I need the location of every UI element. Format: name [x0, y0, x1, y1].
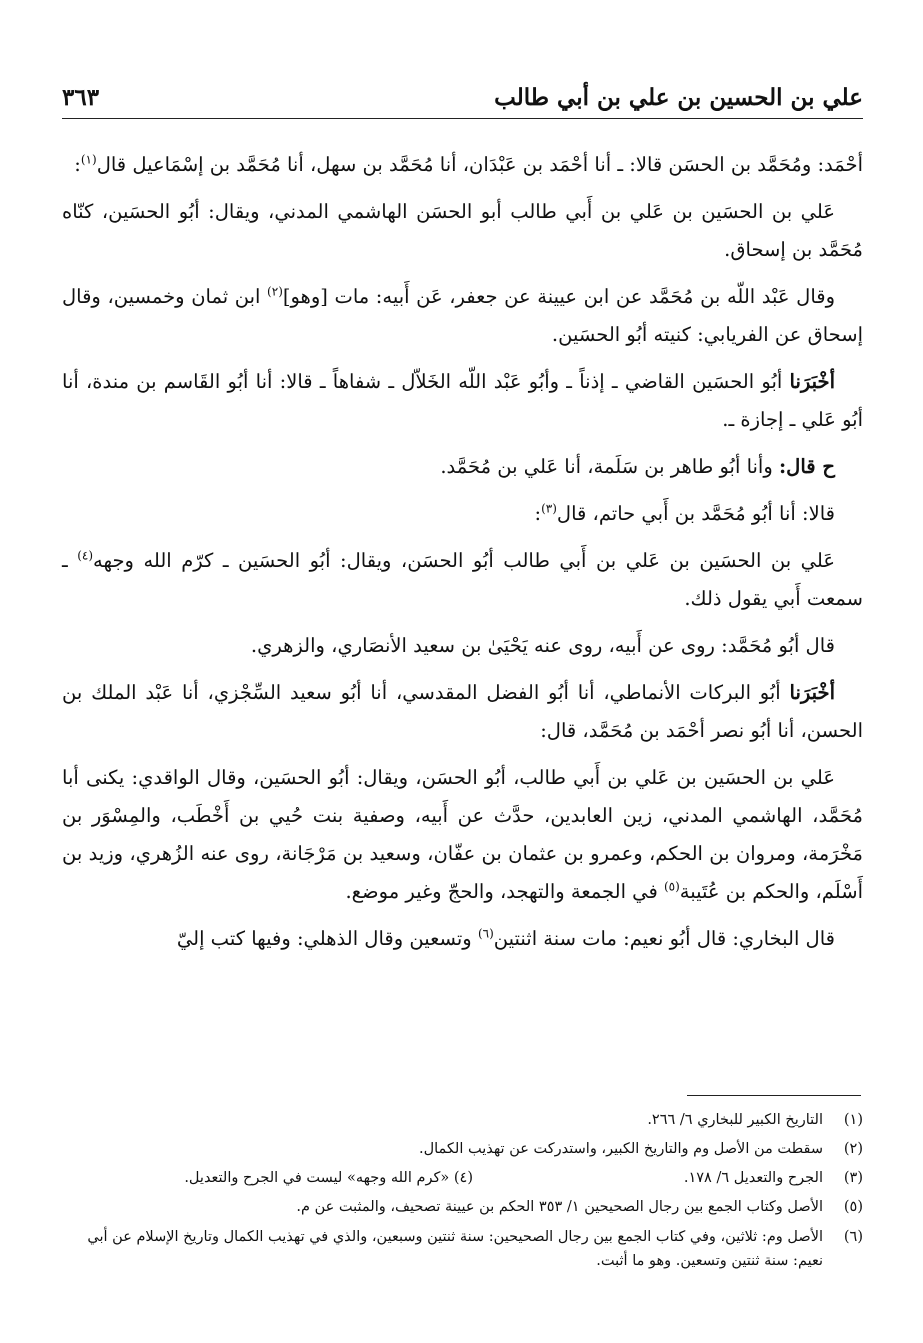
isnad-keyword: ح قال: — [778, 455, 835, 478]
footnote — [62, 1225, 863, 1273]
paragraph-text: ابن ثمان وخمسين، وقال إسحاق عن الفريابي: كنيته أبُو الحسَين. — [62, 285, 863, 346]
footnote-row — [62, 1164, 863, 1193]
paragraph-text: وتسعين وقال الذهلي: وفيها كتب إليّ — [176, 927, 478, 950]
footnote-text: الأصل وم: ثلاثين، وفي كتاب الجمع بين رجال الصحيحين: سنة ثنتين وسبعين، والذي في تهذيب الكمال وتاريخ الإسلام عن أبي نعيم: سنة ثنتين وتسعين. وهو ما أثبت. — [87, 1229, 823, 1269]
footnote-number: (٣) — [843, 1170, 863, 1186]
paragraph-text: قال البخاري: قال أبُو نعيم: مات سنة اثنتين — [493, 927, 835, 950]
paragraph-text: ـ سمعت أَبي يقول ذلك. — [62, 549, 863, 610]
footnote-ref: (٢) — [267, 284, 283, 299]
paragraph — [62, 674, 863, 750]
paragraph-text: عَلي بن الحسَين بن عَلي بن أَبي طالب أبُو الحسَن، ويقال: أبُو الحسَين ـ كرّم الله وجهه — [93, 549, 835, 572]
isnad-keyword: أخْبَرَنا — [789, 681, 835, 704]
footnote-ref: (١) — [80, 152, 97, 167]
footnote — [62, 1135, 863, 1164]
paragraph-text: أحْمَد: ومُحَمَّد بن الحسَن قالا: ـ أنا أحْمَد بن عَبْدَان، أنا مُحَمَّد بن سهل، أنا مُحَمَّد بن إسْمَاعيل قال — [96, 153, 863, 176]
paragraph — [62, 542, 863, 618]
paragraph-text: : — [74, 153, 81, 176]
paragraph-text: عَلي بن الحسَين بن عَلي بن أَبي طالب أبو الحسَن الهاشمي المدني، ويقال: أبُو الحسَين، كنّاه مُحَمَّد بن إسحاق. — [62, 200, 863, 261]
paragraph — [62, 193, 863, 269]
page-number: ٣٦٣ — [62, 84, 100, 111]
footnote-number: (٥) — [843, 1199, 863, 1215]
paragraph-text: قالا: أنا أبُو مُحَمَّد بن أَبي حاتم، قال — [556, 502, 835, 525]
footnote-divider — [687, 1095, 861, 1096]
paragraph-text: أبُو الحسَين القاضي ـ إذناً ـ وأبُو عَبْد اللّه الخَلاّل ـ شفاهاً ـ قالا: أنا أبُو القَاسم بن مندة، أنا أبُو عَلي ـ إجازة ـ. — [62, 370, 863, 431]
paragraph-text: عَلي بن الحسَين بن عَلي بن أَبي طالب، أبُو الحسَن، ويقال: أبُو الحسَين، وقال الواقدي: يكنى أبا مُحَمَّد، الهاشمي المدني، زين العابدين، حدَّث عن أَبيه، وصفية بنت حُيي بن أَخْطَب، والمِسْوَر بن مَخْرَمة، ومروان بن الحكم، وعمرو بن عثمان بن عفّان، وسعيد بن مَرْجَانة، روى عنه الزُهري، وزيد بن أَسْلَم، والحكم بن عُتَيبة — [62, 766, 863, 903]
footnote-text: الجرح والتعديل ٦/ ١٧٨. — [683, 1170, 823, 1186]
paragraph — [62, 920, 863, 958]
paragraph — [62, 146, 863, 184]
footnote — [684, 1170, 863, 1186]
main-text — [62, 146, 863, 967]
footnote — [62, 1106, 863, 1135]
paragraph — [62, 363, 863, 439]
footnote-number: (٢) — [843, 1141, 863, 1157]
paragraph-text: : — [534, 502, 542, 525]
footnote-number: (٦) — [843, 1229, 863, 1245]
paragraph — [62, 495, 863, 533]
footnote-ref: (٤) — [77, 548, 94, 563]
paragraph — [62, 759, 863, 911]
footnotes — [62, 1106, 863, 1273]
isnad-keyword: أخْبَرَنا — [789, 370, 835, 393]
paragraph — [62, 448, 863, 486]
footnote-text: سقطت من الأصل وم والتاريخ الكبير، واستدركت عن تهذيب الكمال. — [418, 1141, 823, 1157]
footnote-ref: (٣) — [541, 501, 557, 516]
footnote-text: «كرم الله وجهه» ليست في الجرح والتعديل. — [184, 1170, 450, 1186]
running-title: علي بن الحسين بن علي بن أبي طالب — [494, 84, 863, 111]
paragraph-text: قال أبُو مُحَمَّد: روى عن أَبيه، روى عنه يَحْيَىٰ بن سعيد الأنصَاري، والزهري. — [250, 634, 835, 657]
paragraph — [62, 278, 863, 354]
paragraph-text: وقال عَبْد اللّه بن مُحَمَّد عن ابن عيينة عن جعفر، عَن أَبيه: مات [وهو] — [282, 285, 836, 308]
footnote-number: (١) — [843, 1112, 863, 1128]
paragraph-text: أبُو البركات الأنماطي، أنا أبُو الفضل المقدسي، أنا أبُو سعيد السِّجْزي، أنا عَبْد الملك بن الحسن، أنا أبُو نصر أحْمَد بن مُحَمَّد، قال: — [62, 681, 863, 742]
page-header — [62, 78, 863, 119]
footnote-ref: (٦) — [477, 926, 494, 941]
footnote — [62, 1193, 863, 1222]
paragraph-text: وأنا أبُو طاهر بن سَلَمة، أنا عَلي بن مُحَمَّد. — [440, 455, 779, 478]
footnote-number: (٤) — [453, 1170, 473, 1186]
footnote-text: التاريخ الكبير للبخاري ٦/ ٢٦٦. — [647, 1112, 823, 1128]
paragraph-text: في الجمعة والتهجد، والحجّ وغير موضع. — [345, 880, 664, 903]
paragraph — [62, 627, 863, 665]
footnote-text: الأصل وكتاب الجمع بين رجال الصحيحين ١/ ٣٥٣ الحكم بن عيينة تصحيف، والمثبت عن م. — [296, 1199, 823, 1215]
footnote — [184, 1164, 473, 1193]
footnote-ref: (٥) — [663, 879, 680, 894]
